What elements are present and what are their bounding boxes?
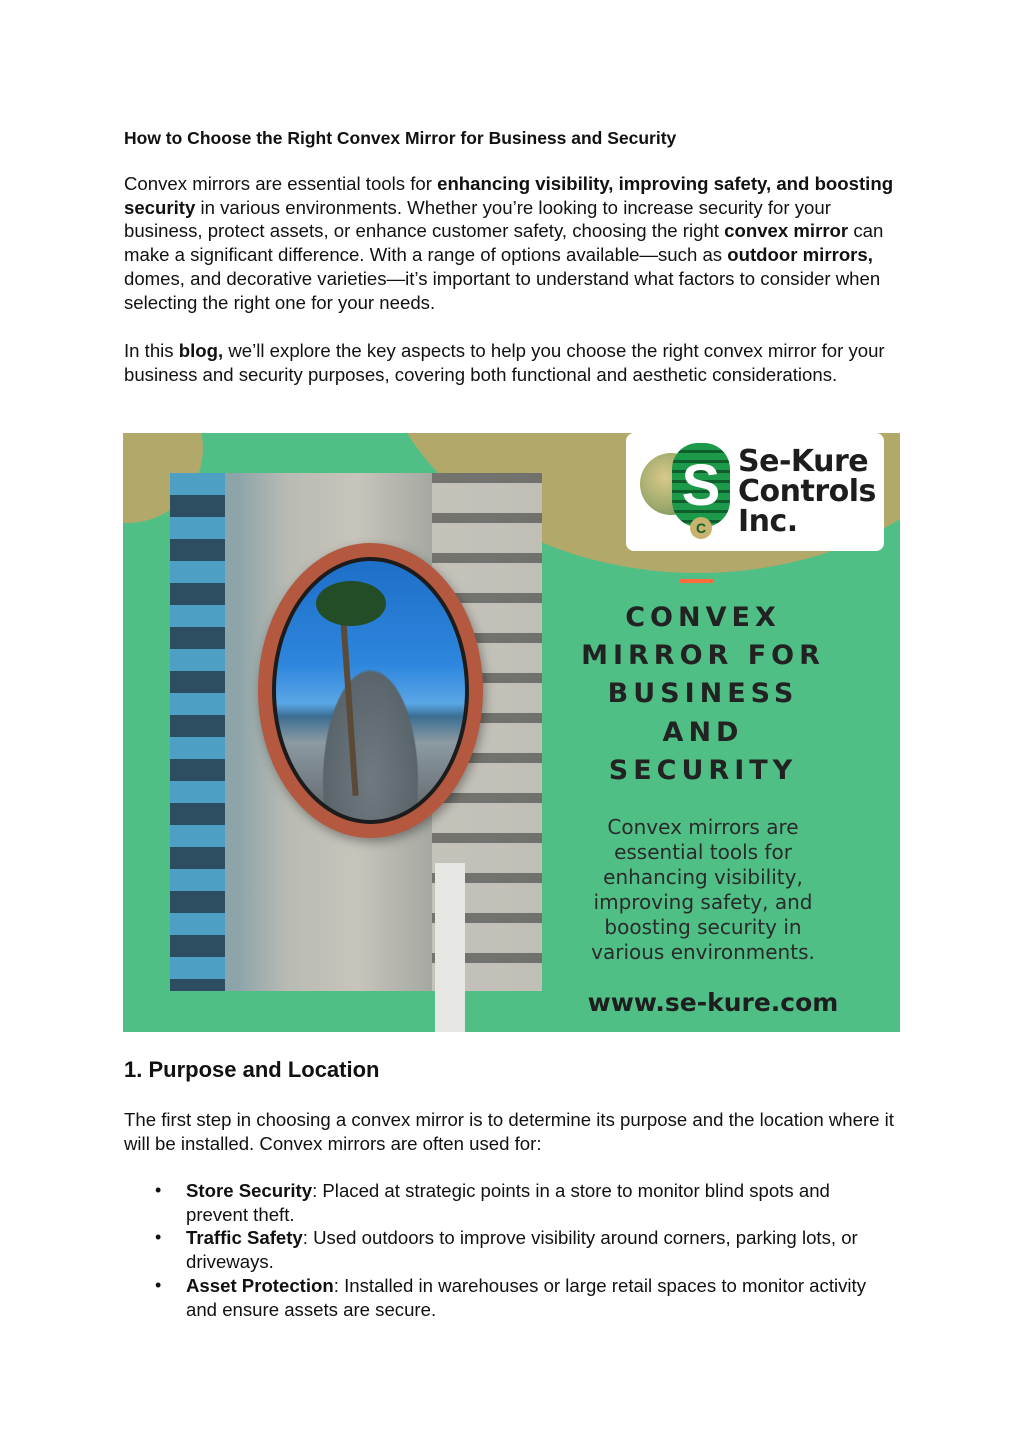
- company-logo: [626, 433, 884, 551]
- banner-sub-line: improving safety, and: [593, 890, 813, 914]
- palm-leaves: [316, 581, 386, 626]
- banner-sub-line: enhancing visibility,: [603, 865, 803, 889]
- list-item: • Asset Protection: Installed in warehouses or large retail spaces to monitor activity and ensure assets are secure.: [155, 1274, 867, 1320]
- banner-headline-line: MIRROR FOR: [581, 640, 825, 671]
- list-item: • Traffic Safety: Used outdoors to improve visibility around corners, parking lots, or driveways.: [155, 1227, 858, 1273]
- banner-sub-line: various environments.: [591, 940, 815, 964]
- logo-wordmark: Se-Kure Controls Inc.: [738, 444, 876, 539]
- banner-sub-line: boosting security in: [604, 915, 802, 939]
- document-title: How to Choose the Right Convex Mirror for Business and Security: [124, 128, 677, 148]
- mirror-reflection: [272, 557, 469, 824]
- logo-s-mark: S: [672, 443, 730, 527]
- banner-headline-line: CONVEX: [625, 602, 781, 633]
- bold-phrase: outdoor mirrors,: [727, 244, 873, 266]
- banner-url: www.se-kure.com: [587, 988, 839, 1017]
- convex-mirror: [258, 543, 483, 838]
- banner-headline-line: SECURITY: [608, 755, 798, 786]
- building-windows: [170, 473, 225, 991]
- section-heading: 1. Purpose and Location: [124, 1057, 380, 1082]
- banner-sub-line: Convex mirrors are: [607, 815, 799, 839]
- palm-tree: [339, 606, 358, 796]
- banner-headline-line: BUSINESS: [607, 678, 799, 709]
- list-item: • Store Security: Placed at strategic points in a store to monitor blind spots and prevent theft.: [155, 1180, 830, 1225]
- bold-phrase: convex mirror: [724, 220, 849, 242]
- bullet-icon: •: [155, 1274, 162, 1295]
- mirror-pole: [435, 863, 465, 1032]
- bullet-list: [124, 1179, 894, 1321]
- banner-headline-line: AND: [662, 717, 744, 748]
- accent-dash: [680, 579, 714, 583]
- logo-c-mark: C: [690, 517, 712, 539]
- section-paragraph: The first step in choosing a convex mirror is to determine its purpose and the location where it will be installed. Convex mirrors are often used for:: [124, 1109, 894, 1154]
- bold-phrase: blog,: [178, 340, 224, 361]
- bullet-icon: •: [155, 1180, 162, 1200]
- bold-phrase: enhancing visibility, improving safety, and boosting security: [124, 173, 894, 218]
- intro-paragraph: Convex mirrors are essential tools for enhancing visibility, improving safety, and boosting security in various environments. Whether you’re looking to increase security for your business, protect assets, or enhance customer safety, choosing the right convex mirror can make a significant difference. With a range of options available—such as outdoor mirrors, domes, and decorative varieties—it’s important to understand what factors to consider when selecting the right one for your needs.: [124, 173, 894, 313]
- banner-image: [123, 433, 900, 1032]
- blog-paragraph: In this blog, we’ll explore the key aspects to help you choose the right convex mirror for your business and security purposes, covering both functional and aesthetic considerations.: [124, 340, 885, 385]
- banner-sub-line: essential tools for: [614, 840, 792, 864]
- bullet-icon: •: [155, 1227, 162, 1248]
